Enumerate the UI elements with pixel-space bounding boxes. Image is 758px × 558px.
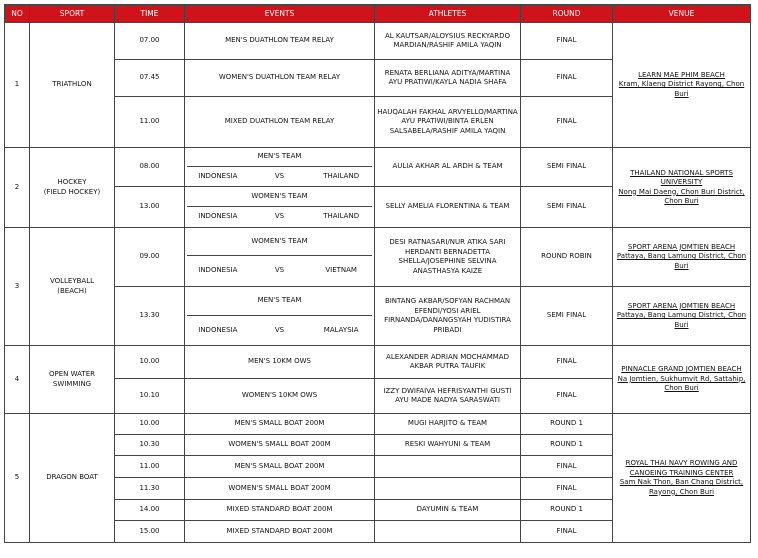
group-number: 5 <box>5 414 30 543</box>
athletes-cell: BINTANG AKBAR/SOFYAN RACHMAN EFENDI/YOSI ARIEL FIRNANDA/DANANGSYAH YUDISTIRA PRIBADI <box>375 287 521 346</box>
round-cell: FINAL <box>521 23 613 60</box>
round-cell: ROUND 1 <box>521 414 613 435</box>
event-cell <box>185 287 375 346</box>
round-cell: FINAL <box>521 379 613 414</box>
sport-subname: (BEACH) <box>57 286 87 295</box>
round-cell: FINAL <box>521 346 613 379</box>
team-1: INDONESIA <box>198 325 238 334</box>
venue-cell[interactable] <box>613 228 751 287</box>
sport-cell <box>30 346 115 414</box>
event-name: MEN'S TEAM <box>187 148 372 167</box>
time-cell: 10.10 <box>115 379 185 414</box>
time-cell: 11.00 <box>115 456 185 478</box>
team-2: VIETNAM <box>325 266 357 275</box>
match-line <box>187 207 372 227</box>
venue-address-link[interactable]: Pattaya, Bang Lamung District, Chon Buri <box>616 311 747 329</box>
athletes-cell: AULIA AKHAR AL ARDH & TEAM <box>375 148 521 187</box>
table-row <box>5 287 751 346</box>
sport-name: OPEN WATER <box>49 370 95 378</box>
athletes-cell: MUGI HARJITO & TEAM <box>375 414 521 435</box>
group-number: 3 <box>5 228 30 346</box>
header-no: NO <box>5 5 30 23</box>
round-cell: SEMI FINAL <box>521 187 613 228</box>
event-cell <box>185 148 375 187</box>
time-cell: 11.30 <box>115 478 185 500</box>
venue-cell[interactable] <box>613 23 751 148</box>
event-cell: WOMEN'S SMALL BOAT 200M <box>185 478 375 500</box>
venue-cell[interactable] <box>613 414 751 543</box>
header-time: TIME <box>115 5 185 23</box>
sport-cell <box>30 23 115 148</box>
time-cell: 08.00 <box>115 148 185 187</box>
time-cell: 14.00 <box>115 500 185 521</box>
event-cell: MIXED DUATHLON TEAM RELAY <box>185 97 375 148</box>
table-row <box>5 414 751 435</box>
event-cell: WOMEN'S DUATHLON TEAM RELAY <box>185 60 375 97</box>
header-row <box>5 5 751 23</box>
time-cell: 09.00 <box>115 228 185 287</box>
time-cell: 10.00 <box>115 414 185 435</box>
athletes-cell: SELLY AMELIA FLORENTINA & TEAM <box>375 187 521 228</box>
match-line <box>187 167 372 186</box>
venue-name-link[interactable]: SPORT ARENA JOMTIEN BEACH <box>627 301 736 310</box>
round-cell: FINAL <box>521 60 613 97</box>
schedule-table <box>4 4 751 543</box>
team-2: THAILAND <box>323 171 360 180</box>
team-1: INDONESIA <box>198 171 238 180</box>
match-line <box>187 316 372 345</box>
venue-name-link[interactable]: LEARN MAE PHIM BEACH <box>638 70 725 79</box>
time-cell: 10.30 <box>115 435 185 456</box>
event-cell: MIXED STANDARD BOAT 200M <box>185 500 375 521</box>
athletes-cell: RENATA BERLIANA ADITYA/MARTINA AYU PRATIWI/KAYLA NADIA SHAFA <box>375 60 521 97</box>
round-cell: SEMI FINAL <box>521 148 613 187</box>
event-cell: MEN'S SMALL BOAT 200M <box>185 414 375 435</box>
event-cell: MEN'S DUATHLON TEAM RELAY <box>185 23 375 60</box>
header-venue: VENUE <box>613 5 751 23</box>
event-cell: WOMEN'S 10KM OWS <box>185 379 375 414</box>
event-cell <box>185 187 375 228</box>
group-number: 4 <box>5 346 30 414</box>
table-row <box>5 346 751 379</box>
vs-label: VS <box>274 171 285 180</box>
time-cell: 13.00 <box>115 187 185 228</box>
time-cell: 07.00 <box>115 23 185 60</box>
team-2: MALAYSIA <box>323 325 359 334</box>
table-row <box>5 23 751 60</box>
athletes-cell <box>375 521 521 543</box>
athletes-cell: AL KAUTSAR/ALOYSIUS RECKYARDO MARDIAN/RASHIF AMILA YAQIN <box>375 23 521 60</box>
venue-name-link[interactable]: THAILAND NATIONAL SPORTS UNIVERSITY <box>630 168 733 186</box>
venue-address-link[interactable]: Na Jomtien, Sukhumvit Rd, Sattahip, Chon Buri <box>617 374 746 393</box>
time-cell: 10.00 <box>115 346 185 379</box>
venue-address-link[interactable]: Sam Nak Thon, Ban Chang District, Rayong, Chon Buri <box>619 478 744 496</box>
sport-cell <box>30 414 115 543</box>
table-row <box>5 228 751 287</box>
sport-name: TRIATHLON <box>52 80 92 89</box>
venue-address-link[interactable]: Nong Mai Daeng, Chon Buri District, Chon Buri <box>618 187 745 205</box>
vs-label: VS <box>274 325 285 334</box>
time-cell: 15.00 <box>115 521 185 543</box>
sport-name: HOCKEY <box>57 178 87 186</box>
group-number: 2 <box>5 148 30 228</box>
event-cell: MEN'S SMALL BOAT 200M <box>185 456 375 478</box>
round-cell: ROUND 1 <box>521 500 613 521</box>
athletes-cell: ALEXANDER ADRIAN MOCHAMMAD AKBAR PUTRA TAUFIK <box>375 346 521 379</box>
athletes-cell: HAUQALAH FAKHAL ARVYELLO/MARTINA AYU PRATIWI/BINTA ERLEN SALSABELA/RASHIF AMILA YAQIN <box>375 97 521 148</box>
sport-subname: (FIELD HOCKEY) <box>43 187 101 196</box>
round-cell: FINAL <box>521 456 613 478</box>
venue-address-link[interactable]: Kram, Klaeng District Rayong, Chon Buri <box>618 80 745 98</box>
event-cell: MIXED STANDARD BOAT 200M <box>185 521 375 543</box>
team-1: INDONESIA <box>198 212 238 221</box>
match-line <box>187 256 372 286</box>
event-name: WOMEN'S TEAM <box>187 228 372 256</box>
event-cell <box>185 228 375 287</box>
header-sport: SPORT <box>30 5 115 23</box>
schedule-container <box>4 4 751 543</box>
athletes-cell: DESI RATNASARI/NUR ATIKA SARI HERDANTI BERNADETTA SHELLA/JOSEPHINE SELVINA ANASTHASYA KAIZE <box>375 228 521 287</box>
vs-label: VS <box>274 266 285 275</box>
round-cell: ROUND ROBIN <box>521 228 613 287</box>
athletes-cell: DAYUMIN & TEAM <box>375 500 521 521</box>
table-row <box>5 148 751 187</box>
sport-name: VOLLEYBALL <box>49 277 95 285</box>
athletes-cell <box>375 478 521 500</box>
sport-cell <box>30 228 115 346</box>
round-cell: FINAL <box>521 521 613 543</box>
header-events: EVENTS <box>185 5 375 23</box>
venue-name-link[interactable]: ROYAL THAI NAVY ROWING AND CANOEING TRAINING CENTER <box>625 459 738 477</box>
venue-address-link[interactable]: Pattaya, Bang Lamung District, Chon Buri <box>616 252 747 270</box>
vs-label: VS <box>274 212 285 221</box>
group-number: 1 <box>5 23 30 148</box>
round-cell: ROUND 1 <box>521 435 613 456</box>
venue-cell[interactable] <box>613 346 751 414</box>
sport-name: DRAGON BOAT <box>46 473 98 482</box>
round-cell: SEMI FINAL <box>521 287 613 346</box>
time-cell: 07.45 <box>115 60 185 97</box>
team-2: THAILAND <box>323 212 360 221</box>
event-cell: WOMEN'S SMALL BOAT 200M <box>185 435 375 456</box>
header-round: ROUND <box>521 5 613 23</box>
event-cell: MEN'S 10KM OWS <box>185 346 375 379</box>
event-name: MEN'S TEAM <box>187 287 372 316</box>
athletes-cell: RESKI WAHYUNI & TEAM <box>375 435 521 456</box>
round-cell: FINAL <box>521 478 613 500</box>
athletes-cell: IZZY DWIFAIVA HEFRISYANTHI GUSTI AYU MADE NADYA SARASWATI <box>375 379 521 414</box>
round-cell: FINAL <box>521 97 613 148</box>
venue-cell[interactable] <box>613 287 751 346</box>
sport-subname: SWIMMING <box>52 379 92 388</box>
team-1: INDONESIA <box>198 266 238 275</box>
header-athletes: ATHLETES <box>375 5 521 23</box>
venue-name-link[interactable]: PINNACLE GRAND JOMTIEN BEACH <box>621 365 742 374</box>
venue-cell[interactable] <box>613 148 751 228</box>
athletes-cell <box>375 456 521 478</box>
time-cell: 11.00 <box>115 97 185 148</box>
sport-cell <box>30 148 115 228</box>
time-cell: 13.30 <box>115 287 185 346</box>
event-name: WOMEN'S TEAM <box>187 187 372 207</box>
venue-name-link[interactable]: SPORT ARENA JOMTIEN BEACH <box>627 242 736 251</box>
